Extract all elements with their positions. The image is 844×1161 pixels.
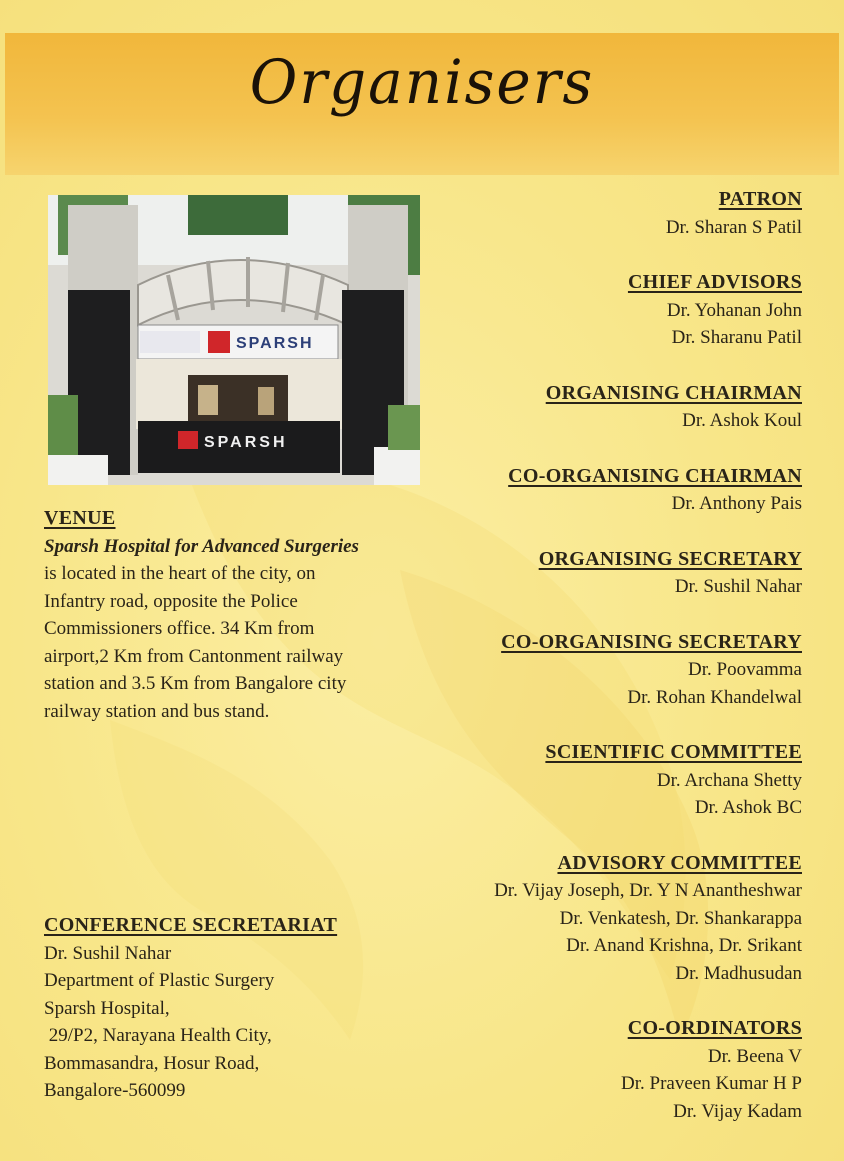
organiser-name: Dr. Madhusudan: [675, 962, 802, 984]
organiser-section-co-organising-secretary: [382, 629, 802, 712]
organisers-list: [382, 186, 802, 1153]
section-title: PATRON: [718, 188, 802, 210]
secretariat-line: Sparsh Hospital,: [44, 997, 170, 1019]
hospital-sign-bottom: SPARSH: [204, 434, 288, 451]
organiser-name: Dr. Poovamma: [688, 659, 802, 680]
organiser-section-scientific-committee: [382, 739, 802, 822]
secretariat-line: Department of Plastic Surgery: [44, 970, 275, 991]
section-title: CO-ORGANISING SECRETARY: [501, 630, 802, 653]
organiser-name: Dr. Sharanu Patil: [671, 327, 802, 348]
venue-line: Commissioners office. 34 Km from: [44, 618, 315, 639]
organiser-section-chief-advisors: [382, 269, 802, 352]
organiser-section-organising-chairman: [382, 380, 802, 435]
section-title: ORGANISING SECRETARY: [538, 547, 802, 570]
section-title: CO-ORGANISING CHAIRMAN: [508, 464, 802, 487]
organiser-name: Dr. Ashok BC: [694, 797, 802, 818]
organiser-name: Dr. Vijay Joseph, Dr. Y N Anantheshwar: [494, 880, 802, 901]
organiser-section-organising-secretary: [382, 546, 802, 601]
section-title: ADVISORY COMMITTEE: [557, 851, 802, 874]
venue-section: [44, 505, 434, 725]
venue-heading: VENUE: [44, 507, 116, 529]
organiser-name: Dr. Beena V: [707, 1045, 802, 1067]
secretariat-heading: CONFERENCE SECRETARIAT: [44, 914, 338, 936]
organiser-section-advisory-committee: [382, 850, 802, 988]
organiser-name: Dr. Anthony Pais: [671, 493, 802, 514]
venue-line: is located in the heart of the city, on: [44, 563, 316, 584]
organiser-name: Dr. Sharan S Patil: [665, 216, 802, 238]
organiser-section-patron: [382, 186, 802, 241]
organiser-section-co-organising-chairman: [382, 463, 802, 518]
secretariat-line: Bangalore-560099: [44, 1080, 186, 1101]
venue-line: airport,2 Km from Cantonment railway: [44, 645, 344, 667]
secretariat-section: [44, 912, 424, 1105]
organiser-name: Dr. Venkatesh, Dr. Shankarappa: [559, 907, 802, 929]
hospital-sign-top: SPARSH: [236, 335, 314, 352]
organiser-section-co-ordinators: [382, 1015, 802, 1125]
organiser-name: Dr. Vijay Kadam: [673, 1100, 802, 1122]
secretariat-line: Dr. Sushil Nahar: [44, 942, 172, 964]
secretariat-line: Bommasandra, Hosur Road,: [44, 1052, 260, 1074]
section-title: SCIENTIFIC COMMITTEE: [545, 741, 802, 763]
organiser-name: Dr. Ashok Koul: [682, 410, 802, 431]
page-title: Organisers: [249, 46, 595, 118]
venue-photo: [48, 195, 420, 485]
venue-name: Sparsh Hospital for Advanced Surgeries: [44, 535, 359, 557]
organiser-name: Dr. Anand Krishna, Dr. Srikant: [566, 935, 802, 956]
venue-line: railway station and bus stand.: [44, 700, 270, 722]
organiser-name: Dr. Praveen Kumar H P: [621, 1073, 802, 1094]
section-title: CO-ORDINATORS: [627, 1017, 802, 1039]
organiser-name: Dr. Rohan Khandelwal: [627, 686, 802, 708]
organiser-name: Dr. Archana Shetty: [656, 769, 802, 791]
section-title: ORGANISING CHAIRMAN: [545, 381, 802, 404]
venue-line: station and 3.5 Km from Bangalore city: [44, 673, 347, 694]
organiser-name: Dr. Sushil Nahar: [674, 576, 802, 597]
organiser-name: Dr. Yohanan John: [666, 299, 802, 321]
secretariat-line: 29/P2, Narayana Health City,: [44, 1025, 272, 1046]
section-title: CHIEF ADVISORS: [627, 271, 802, 293]
venue-line: Infantry road, opposite the Police: [44, 590, 298, 612]
